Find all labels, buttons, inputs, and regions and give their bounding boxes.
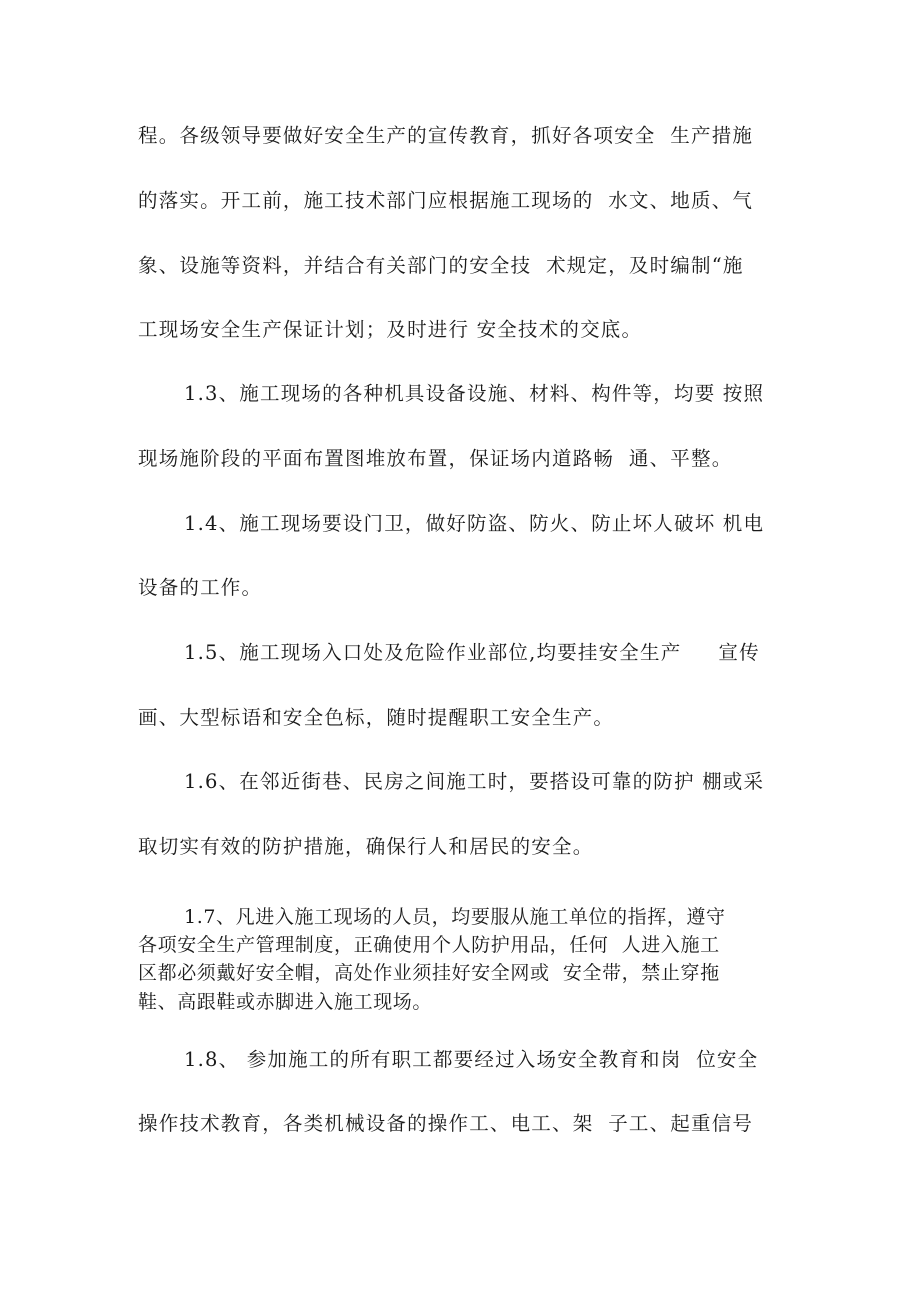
text-line: 工现场安全生产保证计划；及时进行 安全技术的交底。: [138, 318, 643, 341]
section-1-7-line: 1.7、凡进入施工现场的人员，均要服从施工单位的指挥，遵守: [184, 906, 726, 928]
text-line: 鞋、高跟鞋或赤脚进入施工现场。: [138, 991, 433, 1013]
text-line: 的落实。开工前，施工技术部门应根据施工现场的 水文、地质、气: [138, 189, 754, 212]
section-1-6-line: 1.6、在邻近街巷、民房之间施工时，要搭设可靠的防护 棚或采: [184, 770, 765, 793]
text-line: 取切实有效的防护措施，确保行人和居民的安全。: [138, 835, 594, 858]
section-1-3-line: 1.3、施工现场的各种机具设备设施、材料、构件等，均要 按照: [184, 382, 765, 405]
section-1-4-line: 1.4、施工现场要设门卫，做好防盗、防火、防止坏人破坏 机电: [184, 512, 765, 535]
section-1-8-line: 1.8、 参加施工的所有职工都要经过入场安全教育和岗 位安全: [184, 1048, 759, 1071]
text-line: 操作技术教育，各类机械设备的操作工、电工、架 子工、起重信号: [138, 1112, 754, 1135]
section-1-5-line: 1.5、施工现场入口处及危险作业部位,均要挂安全生产 宣传: [184, 641, 760, 664]
text-line: 现场施阶段的平面布置图堆放布置，保证场内道路畅 通、平整。: [138, 447, 733, 470]
text-line: 各项安全生产管理制度，正确使用个人防护用品，任何 人进入施工: [138, 934, 720, 956]
text-line: 程。各级领导要做好安全生产的宣传教育，抓好各项安全 生产措施: [138, 124, 754, 147]
text-line: 区都必须戴好安全帽，高处作业须挂好安全网或 安全带，禁止穿拖: [138, 962, 720, 984]
text-line: 设备的工作。: [138, 576, 263, 599]
text-line: 画、大型标语和安全色标，随时提醒职工安全生产。: [138, 706, 615, 729]
text-line: 象、设施等资料，并结合有关部门的安全技 术规定，及时编制“施: [138, 254, 744, 277]
